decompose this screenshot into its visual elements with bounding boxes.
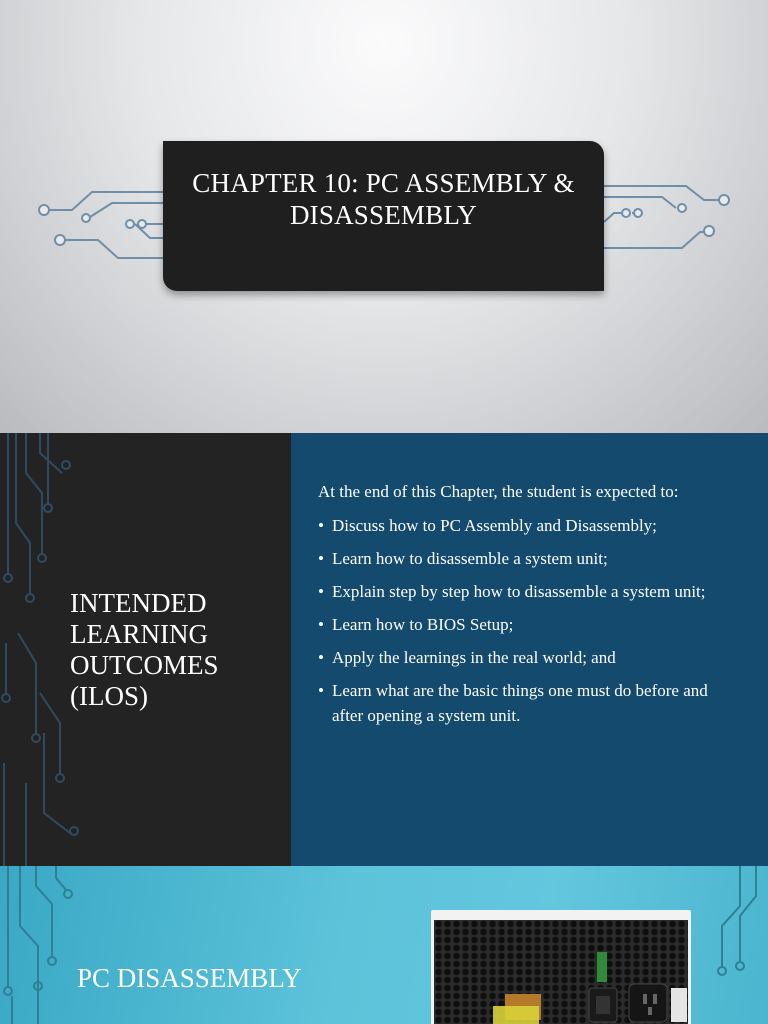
list-item: • Discuss how to PC Assembly and Disassembly;	[318, 513, 728, 538]
chapter-title: CHAPTER 10: PC ASSEMBLY & DISASSEMBLY	[192, 168, 575, 230]
bullet-icon: •	[318, 516, 324, 535]
list-item: • Apply the learnings in the real world; and	[318, 645, 728, 670]
power-supply-image	[431, 910, 691, 1024]
psu-details	[431, 910, 691, 1024]
ilos-list	[318, 513, 728, 736]
bullet-icon: •	[318, 615, 324, 634]
bullet-icon: •	[318, 648, 324, 667]
pc-disassembly-title: PC DISASSEMBLY	[77, 963, 302, 993]
title-slide	[0, 0, 768, 433]
list-item: • Explain step by step how to disassemble a system unit;	[318, 579, 728, 604]
title-box	[163, 141, 604, 291]
bullet-icon: •	[318, 549, 324, 568]
bullet-icon: •	[318, 582, 324, 601]
list-item: • Learn what are the basic things one must do before and after opening a system unit.	[318, 678, 728, 728]
list-item: • Learn how to BIOS Setup;	[318, 612, 728, 637]
bullet-icon: •	[318, 681, 324, 700]
ilos-intro: At the end of this Chapter, the student is expected to:	[318, 482, 679, 501]
ilos-content-panel	[291, 433, 768, 866]
ilos-slide	[0, 433, 768, 866]
disassembly-slide	[0, 866, 768, 1024]
list-item: • Learn how to disassemble a system unit;	[318, 546, 728, 571]
ilos-heading: INTENDED LEARNING OUTCOMES (ILOS)	[70, 588, 219, 711]
